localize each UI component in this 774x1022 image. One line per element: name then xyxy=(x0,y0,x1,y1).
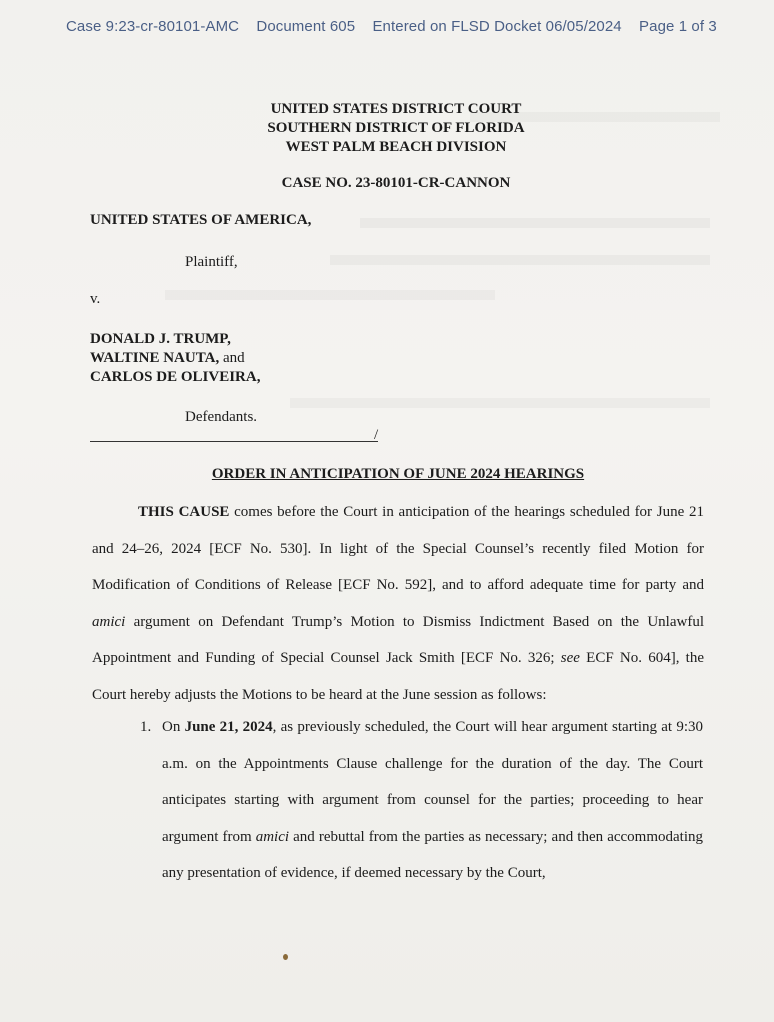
document-number-stamp: Document 605 xyxy=(256,18,356,35)
defendant-de-oliveira: CARLOS DE OLIVEIRA, xyxy=(90,369,261,385)
case-number-stamp: Case 9:23-cr-80101-AMC xyxy=(66,18,240,35)
court-name: UNITED STATES DISTRICT COURT xyxy=(270,101,522,117)
court-district: SOUTHERN DISTRICT OF FLORIDA xyxy=(267,120,525,136)
defendant-nauta-line xyxy=(90,350,245,367)
bleed-through-shadow xyxy=(290,398,710,408)
list-item-body xyxy=(162,709,703,892)
defendant-trump: DONALD J. TRUMP, xyxy=(90,331,231,347)
plaintiff-role: Plaintiff, xyxy=(185,254,238,270)
list-item-text-c: and rebuttal from the parties as necessary; and then accommodating any presentation of evidence, if deemed necessary by the Court, xyxy=(162,828,703,882)
hearing-date: June 21, 2024 xyxy=(184,719,273,735)
this-cause-lead: THIS CAUSE xyxy=(138,504,230,520)
paragraph-text-2: argument on Defendant Trump’s Motion to Dismiss Indictment Based on the Unlawful Appointment and Funding of Special Counsel Jack Smith [ECF No. 326; xyxy=(92,613,704,667)
page-count-stamp: Page 1 of 3 xyxy=(639,18,717,35)
and-conjunction: and xyxy=(219,350,245,366)
list-item-text-b: , as previously scheduled, the Court will hear argument starting at 9:30 a.m. on the Appointments Clause challenge for the duration of the day. The Court anticipates starting with argument from counsel for the parties; proceeding to hear argument from xyxy=(162,719,704,845)
court-division: WEST PALM BEACH DIVISION xyxy=(285,139,507,155)
docket-entry-stamp: Entered on FLSD Docket 06/05/2024 xyxy=(372,18,622,35)
paragraph-text-1: comes before the Court in anticipation of the hearings scheduled for June 21 and 24–26, 2024 [ECF No. 530]. In light of the Special Counsel’s recently filed Motion for Modification of Conditions of Release [ECF No. 592], and to afford adequate time for party and xyxy=(92,504,704,594)
caption-rule-end: / xyxy=(374,427,379,443)
order-title: ORDER IN ANTICIPATION OF JUNE 2024 HEARINGS xyxy=(211,466,585,482)
bleed-through-shadow xyxy=(165,290,495,300)
paper-speck xyxy=(283,954,288,960)
court-heading xyxy=(0,100,774,157)
opening-paragraph xyxy=(92,494,704,714)
bleed-through-shadow xyxy=(330,255,710,265)
caption-rule xyxy=(90,441,378,442)
see-signal: see xyxy=(560,650,580,667)
amici-term: amici xyxy=(92,613,126,630)
versus-label: v. xyxy=(90,291,101,307)
list-item-number: 1. xyxy=(140,719,152,735)
case-number-heading: CASE NO. 23-80101-CR-CANNON xyxy=(281,175,511,191)
list-item-text-a: On xyxy=(162,719,185,735)
docket-header xyxy=(66,18,730,35)
amici-term: amici xyxy=(255,828,290,845)
defendants-role: Defendants. xyxy=(185,409,258,425)
defendant-nauta: WALTINE NAUTA, xyxy=(90,350,220,366)
bleed-through-shadow xyxy=(360,218,710,228)
paragraph-text-3: ECF No. 604], the Court hereby adjusts the Motions to be heard at the June session as follows: xyxy=(92,650,704,703)
plaintiff-name: UNITED STATES OF AMERICA, xyxy=(90,212,312,228)
